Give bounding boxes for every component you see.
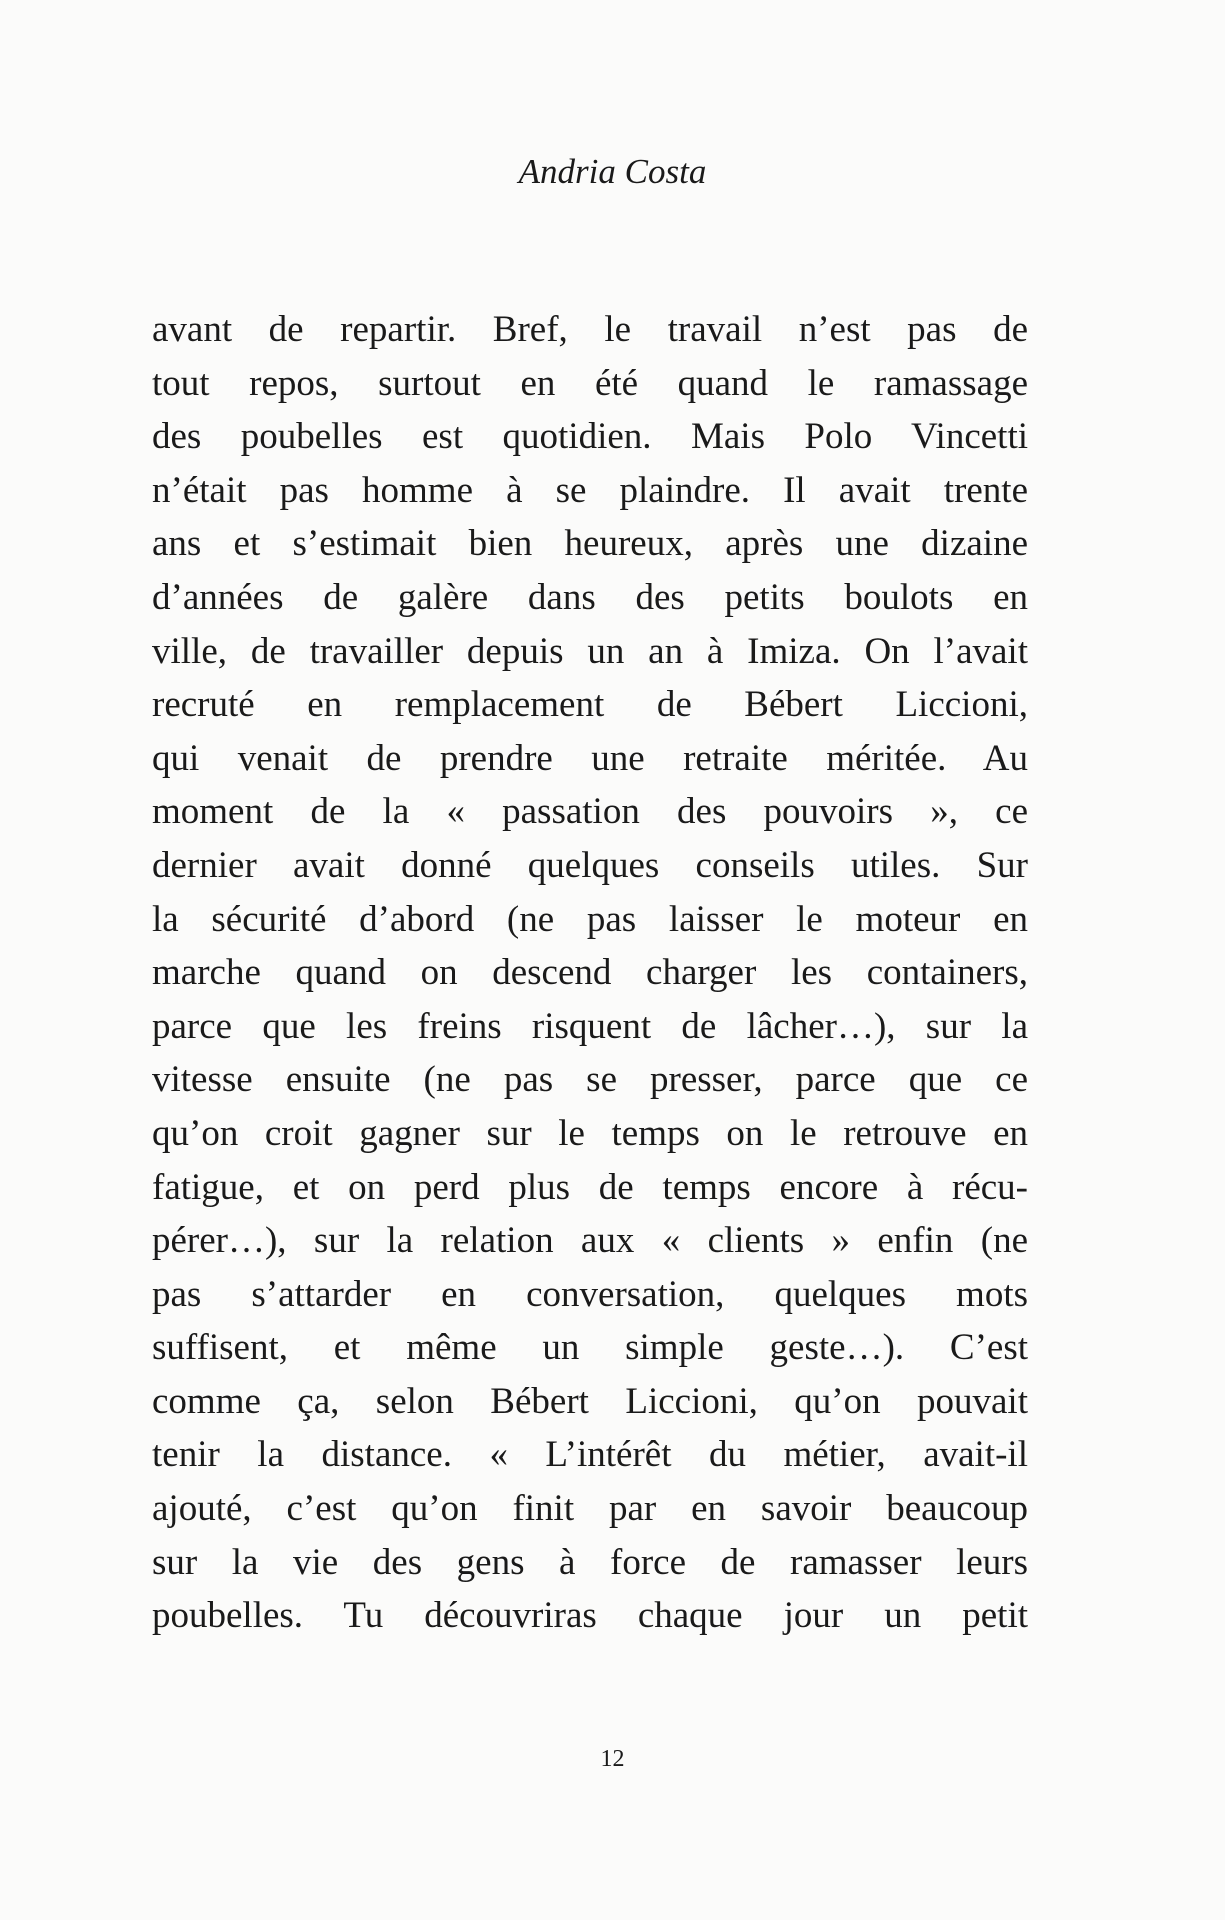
text-line: marche quand on descend charger les containers, [152,952,1028,994]
text-line: ville, de travailler depuis un an à Imiza. On l’avait [152,630,1028,672]
text-line: qui venait de prendre une retraite méritée. Au [152,737,1028,779]
text-line: dernier avait donné quelques conseils utiles. Sur [152,844,1028,886]
text-line: fatigue, et on perd plus de temps encore à récu- [152,1166,1028,1208]
text-line: moment de la « passation des pouvoirs », ce [152,791,1028,833]
text-line: des poubelles est quotidien. Mais Polo Vincetti [152,416,1028,458]
text-line: pas s’attarder en conversation, quelques mots [152,1273,1028,1315]
text-line: comme ça, selon Bébert Liccioni, qu’on pouvait [152,1380,1028,1422]
body-text [152,303,1028,1643]
text-line: vitesse ensuite (ne pas se presser, parce que ce [152,1059,1028,1101]
text-line: recruté en remplacement de Bébert Liccioni, [152,684,1028,726]
text-line: la sécurité d’abord (ne pas laisser le moteur en [152,898,1028,940]
text-line: n’était pas homme à se plaindre. Il avait trente [152,469,1028,511]
text-line: tout repos, surtout en été quand le ramassage [152,362,1028,404]
text-line: pérer…), sur la relation aux « clients » enfin (ne [152,1220,1028,1262]
text-line: suffisent, et même un simple geste…). C’est [152,1327,1028,1369]
text-line: d’années de galère dans des petits boulots en [152,576,1028,618]
running-head-author: Andria Costa [518,152,707,191]
text-line: qu’on croit gagner sur le temps on le retrouve en [152,1112,1028,1154]
page-number: 12 [600,1746,625,1772]
text-line: ans et s’estimait bien heureux, après une dizaine [152,523,1028,565]
text-line: tenir la distance. « L’intérêt du métier, avait-il [152,1434,1028,1476]
text-line: ajouté, c’est qu’on finit par en savoir beaucoup [152,1488,1028,1530]
text-line: parce que les freins risquent de lâcher…), sur la [152,1005,1028,1047]
text-line: poubelles. Tu découvriras chaque jour un petit [152,1595,1028,1637]
text-line: sur la vie des gens à force de ramasser leurs [152,1541,1028,1583]
text-line: avant de repartir. Bref, le travail n’est pas de [152,309,1028,350]
